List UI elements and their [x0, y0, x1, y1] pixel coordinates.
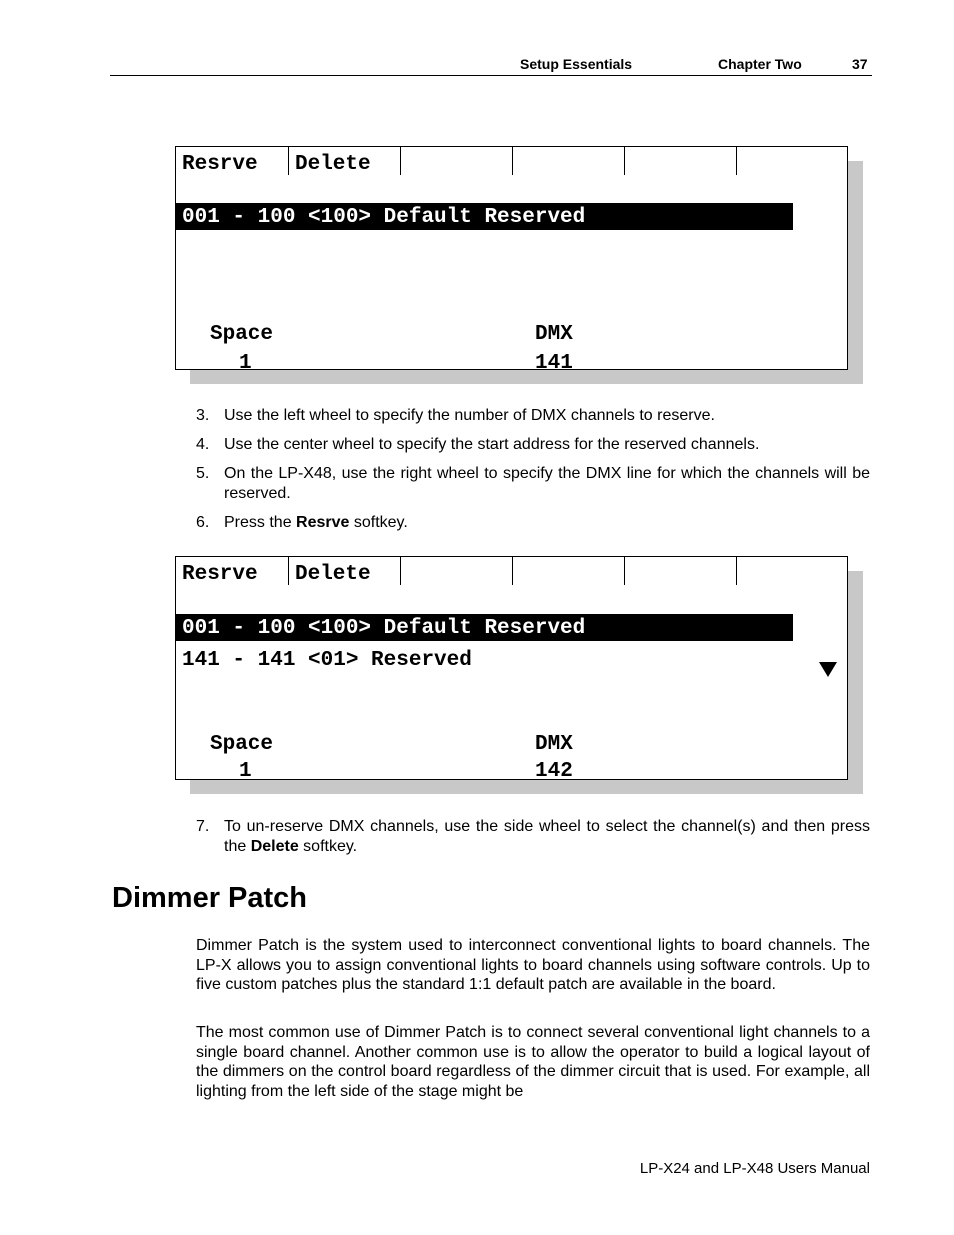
space-label: Space: [210, 733, 274, 756]
header-rule: [110, 75, 872, 76]
dmx-value: 142: [535, 760, 573, 783]
step-text: On the LP-X48, use the right wheel to specify the DMX line for which the channels will be reserved.: [224, 465, 870, 502]
paragraph-1: Dimmer Patch is the system used to interconnect conventional lights to board channels. The LP-X allows you to assign conventional lights to board channels using software controls. Up to five custom patches plus the standard 1:1 default patch are available in the board.: [196, 937, 870, 994]
dmx-label: DMX: [535, 323, 573, 346]
softkey-resrve[interactable]: Resrve: [182, 153, 258, 176]
header-page-number: 37: [852, 56, 868, 72]
step-4: [196, 435, 870, 455]
step-number: 3.: [196, 407, 210, 424]
softkey-delete[interactable]: Delete: [288, 147, 401, 175]
softkey-reference: Delete: [250, 838, 299, 855]
space-value: 1: [239, 760, 252, 783]
footer-title: LP-X24 and LP-X48 Users Manual: [639, 1160, 870, 1177]
step-3: [196, 406, 870, 426]
highlighted-row[interactable]: 001 - 100 <100> Default Reserved: [176, 614, 793, 641]
reserved-row[interactable]: 141 - 141 <01> Reserved: [182, 649, 472, 672]
dmx-value: 141: [535, 352, 573, 375]
softkey-3[interactable]: [400, 557, 513, 585]
section-title: Dimmer Patch: [112, 882, 308, 914]
space-label: Space: [210, 323, 274, 346]
screen-panel: [175, 146, 848, 375]
step-number: 7.: [196, 818, 210, 835]
step-text: Use the left wheel to specify the number of DMX channels to reserve.: [224, 407, 715, 424]
step-text: To un-reserve DMX channels, use the side wheel to select the channel(s) and then press the Delete softkey.: [224, 818, 870, 855]
screen-panel: [175, 556, 848, 783]
lcd-screen-2: [175, 556, 848, 795]
step-number: 4.: [196, 436, 210, 453]
down-triangle-icon: [819, 662, 837, 677]
header-section: Setup Essentials: [520, 56, 633, 72]
step-number: 5.: [196, 465, 210, 482]
softkey-3[interactable]: [400, 147, 513, 175]
softkey-5[interactable]: [624, 557, 737, 585]
softkey-delete[interactable]: Delete: [288, 557, 401, 585]
softkey-4[interactable]: [512, 147, 625, 175]
step-5: [196, 464, 870, 504]
softkey-4[interactable]: [512, 557, 625, 585]
softkey-resrve[interactable]: Resrve: [182, 563, 258, 586]
highlighted-row[interactable]: 001 - 100 <100> Default Reserved: [176, 203, 793, 230]
dmx-label: DMX: [535, 733, 573, 756]
softkey-reference: Resrve: [296, 514, 350, 531]
softkey-6[interactable]: [736, 147, 849, 175]
softkey-5[interactable]: [624, 147, 737, 175]
paragraph-2: The most common use of Dimmer Patch is to connect several conventional light channels to a single board channel. Another common use is to allow the operator to build a logical layout of the dimmers on the control board regardless of the dimmer circuit that is used. For example, all lighting from the left side of the stage might be: [196, 1024, 870, 1101]
step-6: [196, 513, 870, 533]
lcd-screen-1: [175, 146, 848, 385]
softkey-6[interactable]: [736, 557, 849, 585]
step-number: 6.: [196, 514, 210, 531]
step-text: Press the Resrve softkey.: [224, 514, 408, 531]
header-chapter: Chapter Two: [718, 56, 802, 72]
step-text: Use the center wheel to specify the start address for the reserved channels.: [224, 436, 760, 453]
step-7: [196, 817, 870, 857]
space-value: 1: [239, 352, 252, 375]
